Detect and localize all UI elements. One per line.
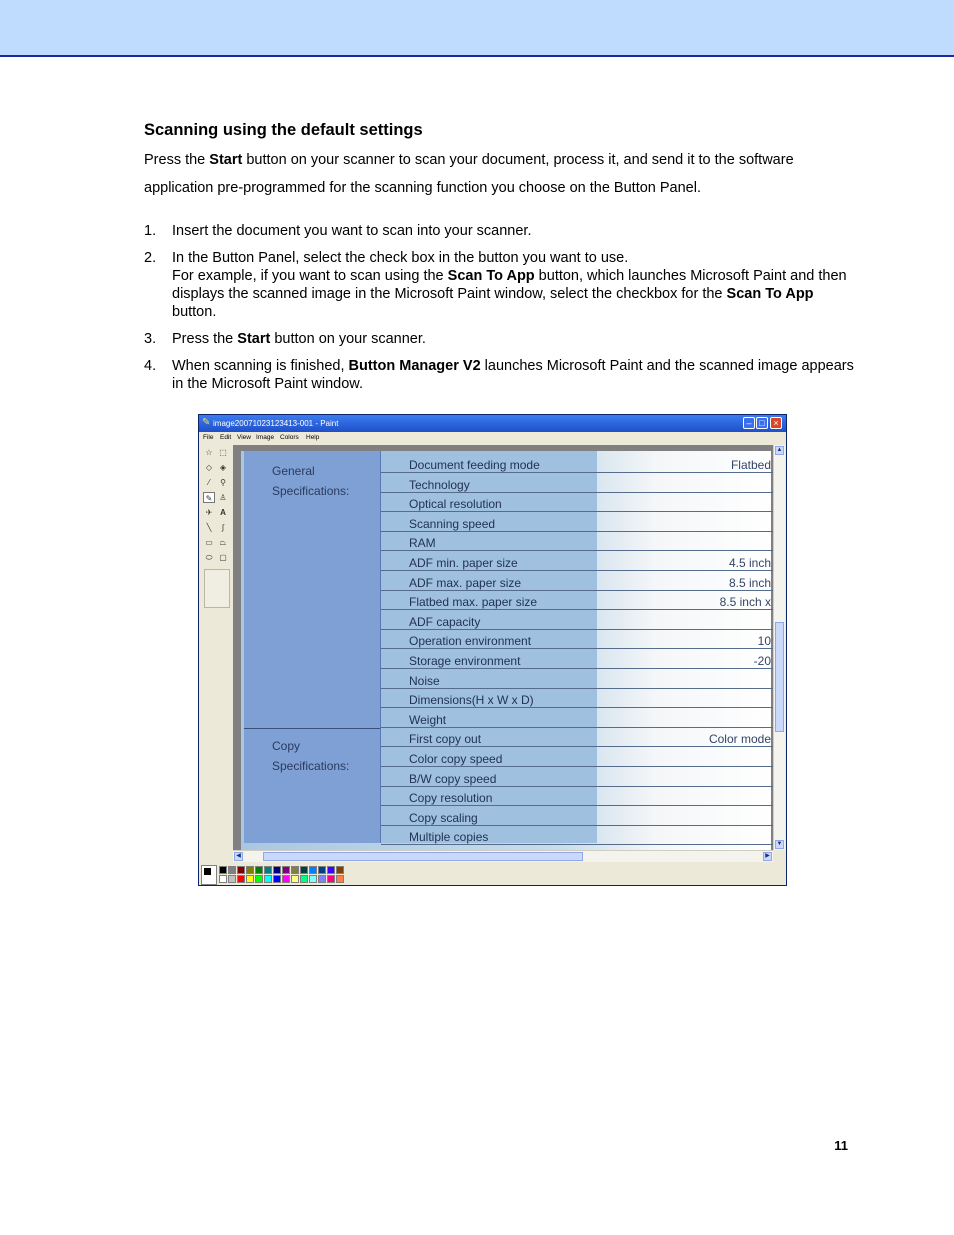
menu-colors[interactable]: Colors [280,434,299,441]
color-swatch[interactable] [228,866,236,874]
color-palette [201,865,361,885]
scan-divider [244,728,380,729]
scan-row-label: Color copy speed [409,752,503,766]
scan-row-label: First copy out [409,732,482,747]
category-general-sub: Specifications: [272,484,350,498]
step-3 [144,330,854,348]
color-swatch[interactable] [300,875,308,883]
color-swatch[interactable] [246,866,254,874]
scan-row-value: Color mode [708,732,771,747]
text-icon[interactable]: A [220,508,226,517]
color-swatch[interactable] [327,875,335,883]
scan-row-value: -20 [753,654,771,668]
scroll-down-icon[interactable]: ▼ [776,841,783,847]
paint-window-title: image20071023123413-001 - Paint [213,419,339,428]
step-text: When scanning is finished, [172,358,349,374]
eraser-icon[interactable]: ◇ [205,463,213,472]
page-number: 11 [834,1138,848,1153]
intro-start-bold: Start [209,152,243,168]
color-swatch[interactable] [246,875,254,883]
pencil-icon[interactable]: ✎ [203,492,215,503]
scan-row-label: Optical resolution [409,497,502,512]
magnifier-icon[interactable]: ⚲ [220,478,226,487]
step-number: 2. [144,250,157,266]
step-example-text: button, which launches Microsoft Paint and then displays the scanned image in the Microsoft Paint window, select the checkbox for the [172,268,847,302]
scan-row-label: Noise [409,673,440,688]
vertical-scroll-thumb[interactable] [775,622,784,732]
color-swatch[interactable] [273,866,281,874]
color-swatch[interactable] [291,866,299,874]
airbrush-icon[interactable]: ✈ [205,508,213,517]
scan-row-value: Flatbed [730,458,771,472]
step-example-text: For example, if you want to scan using the [172,268,448,284]
horizontal-scroll-thumb[interactable] [263,852,583,861]
color-swatch[interactable] [300,866,308,874]
step-example-text: button. [172,304,217,320]
current-colors[interactable] [201,865,217,885]
intro-text: Press the [144,152,210,168]
paint-titlebar[interactable] [199,415,786,432]
scan-row-label: Scanning speed [409,516,496,531]
rect-select-icon[interactable]: ⬚ [219,448,227,457]
rectangle-icon[interactable]: ▭ [205,538,213,547]
color-swatch[interactable] [273,875,281,883]
button-manager-bold: Button Manager V2 [348,358,481,374]
paint-menubar [199,432,786,443]
color-swatch[interactable] [318,866,326,874]
category-copy-sub: Specifications: [272,759,350,773]
section-heading: Scanning using the default settings [144,121,423,139]
color-swatch[interactable] [255,875,263,883]
paint-app-icon: ✎ [202,417,211,428]
step-4 [144,357,854,393]
scroll-right-icon[interactable]: ▶ [763,852,772,861]
scan-row-line [381,550,773,551]
line-icon[interactable]: ╲ [206,523,212,532]
scan-row-label: Dimensions(H x W x D) [409,693,534,708]
horizontal-scrollbar[interactable] [233,850,773,862]
color-swatch[interactable] [219,875,227,883]
step-text: button on your scanner. [270,331,426,347]
ellipse-icon[interactable]: ⬭ [205,553,213,562]
color-swatch[interactable] [264,866,272,874]
scan-row-label: Document feeding mode [409,458,540,472]
color-swatch[interactable] [237,875,245,883]
scanned-image [241,451,771,850]
header-band [0,0,954,57]
category-general: General [272,464,315,478]
color-swatch[interactable] [318,875,326,883]
start-bold: Start [237,331,271,347]
scan-row-value: 8.5 inch [728,575,771,590]
paint-toolbox [201,445,231,875]
color-picker-icon[interactable]: ⁄ [208,478,210,487]
scan-to-app-bold: Scan To App [447,268,535,284]
step-2 [144,249,854,321]
paint-window [198,414,787,886]
step-example [172,267,854,321]
color-swatch[interactable] [309,866,317,874]
curve-icon[interactable]: ∫ [221,523,225,532]
scan-row-label: ADF min. paper size [409,556,518,570]
tool-options-box[interactable] [204,569,230,608]
step-number: 1. [144,223,157,239]
scan-row-value: 10 [757,634,771,649]
scan-to-app-bold: Scan To App [726,286,814,302]
color-swatch[interactable] [228,875,236,883]
color-swatch[interactable] [282,875,290,883]
category-copy: Copy [272,739,301,753]
scan-row-label: B/W copy speed [409,771,497,786]
step-text: In the Button Panel, select the check box in the button you want to use. [172,250,629,266]
scan-row-label: ADF max. paper size [409,575,522,590]
scroll-up-icon[interactable]: ▲ [776,447,783,453]
scan-row-label: Operation environment [409,634,532,649]
color-swatch[interactable] [309,875,317,883]
polygon-icon[interactable]: ⏢ [219,538,227,547]
color-swatch[interactable] [291,875,299,883]
minimize-icon[interactable]: – [743,417,755,429]
rounded-rect-icon[interactable]: ▢ [219,553,227,562]
step-text: launches Microsoft Paint and the scanned image appears in the Microsoft Paint window. [172,358,854,392]
step-1 [144,222,854,240]
scan-row-label: ADF capacity [409,614,481,629]
steps-list [144,222,854,402]
fill-icon[interactable]: ◈ [219,463,227,472]
color-swatch[interactable] [219,866,227,874]
intro-paragraph [144,146,864,202]
scan-row-value: 8.5 inch x [719,595,771,610]
color-swatch[interactable] [282,866,290,874]
scan-row-label: Copy resolution [409,791,493,806]
maximize-icon[interactable]: □ [756,417,768,429]
brush-icon[interactable]: ♙ [219,493,227,502]
color-swatch[interactable] [237,866,245,874]
scan-row-label: Weight [409,712,447,727]
vertical-scrollbar[interactable] [773,445,785,850]
menu-file[interactable]: File [203,434,214,441]
intro-text-rest: button on your scanner to scan your document, process it, and send it to the software application pre-programmed for the scanning function you choose on the Button Panel. [144,152,794,196]
color-swatch[interactable] [264,875,272,883]
menu-image[interactable]: Image [256,434,275,441]
close-icon[interactable]: × [770,417,782,429]
menu-view[interactable]: View [237,434,251,441]
step-text: Press the [172,331,238,347]
scan-category-column [244,451,381,843]
menu-help[interactable]: Help [306,434,320,441]
color-swatch[interactable] [336,875,344,883]
color-swatch[interactable] [327,866,335,874]
step-number: 4. [144,358,157,374]
color-swatch[interactable] [255,866,263,874]
scan-row-label: Storage environment [409,654,521,668]
foreground-color [204,868,211,875]
color-swatch[interactable] [336,866,344,874]
step-text: Insert the document you want to scan into your scanner. [172,223,532,239]
scan-row-label: Multiple copies [409,830,489,845]
scan-row-label: RAM [409,536,436,551]
free-select-icon[interactable]: ☆ [205,448,213,457]
scan-row-label: Technology [409,477,470,492]
scan-row-label: Flatbed max. paper size [409,595,538,610]
scan-row-value: 4.5 inch [728,556,771,570]
scroll-left-icon[interactable]: ◀ [234,852,243,861]
step-number: 3. [144,331,157,347]
scan-row-label: Copy scaling [409,810,478,825]
menu-edit[interactable]: Edit [220,434,232,441]
paint-canvas[interactable] [233,445,773,850]
